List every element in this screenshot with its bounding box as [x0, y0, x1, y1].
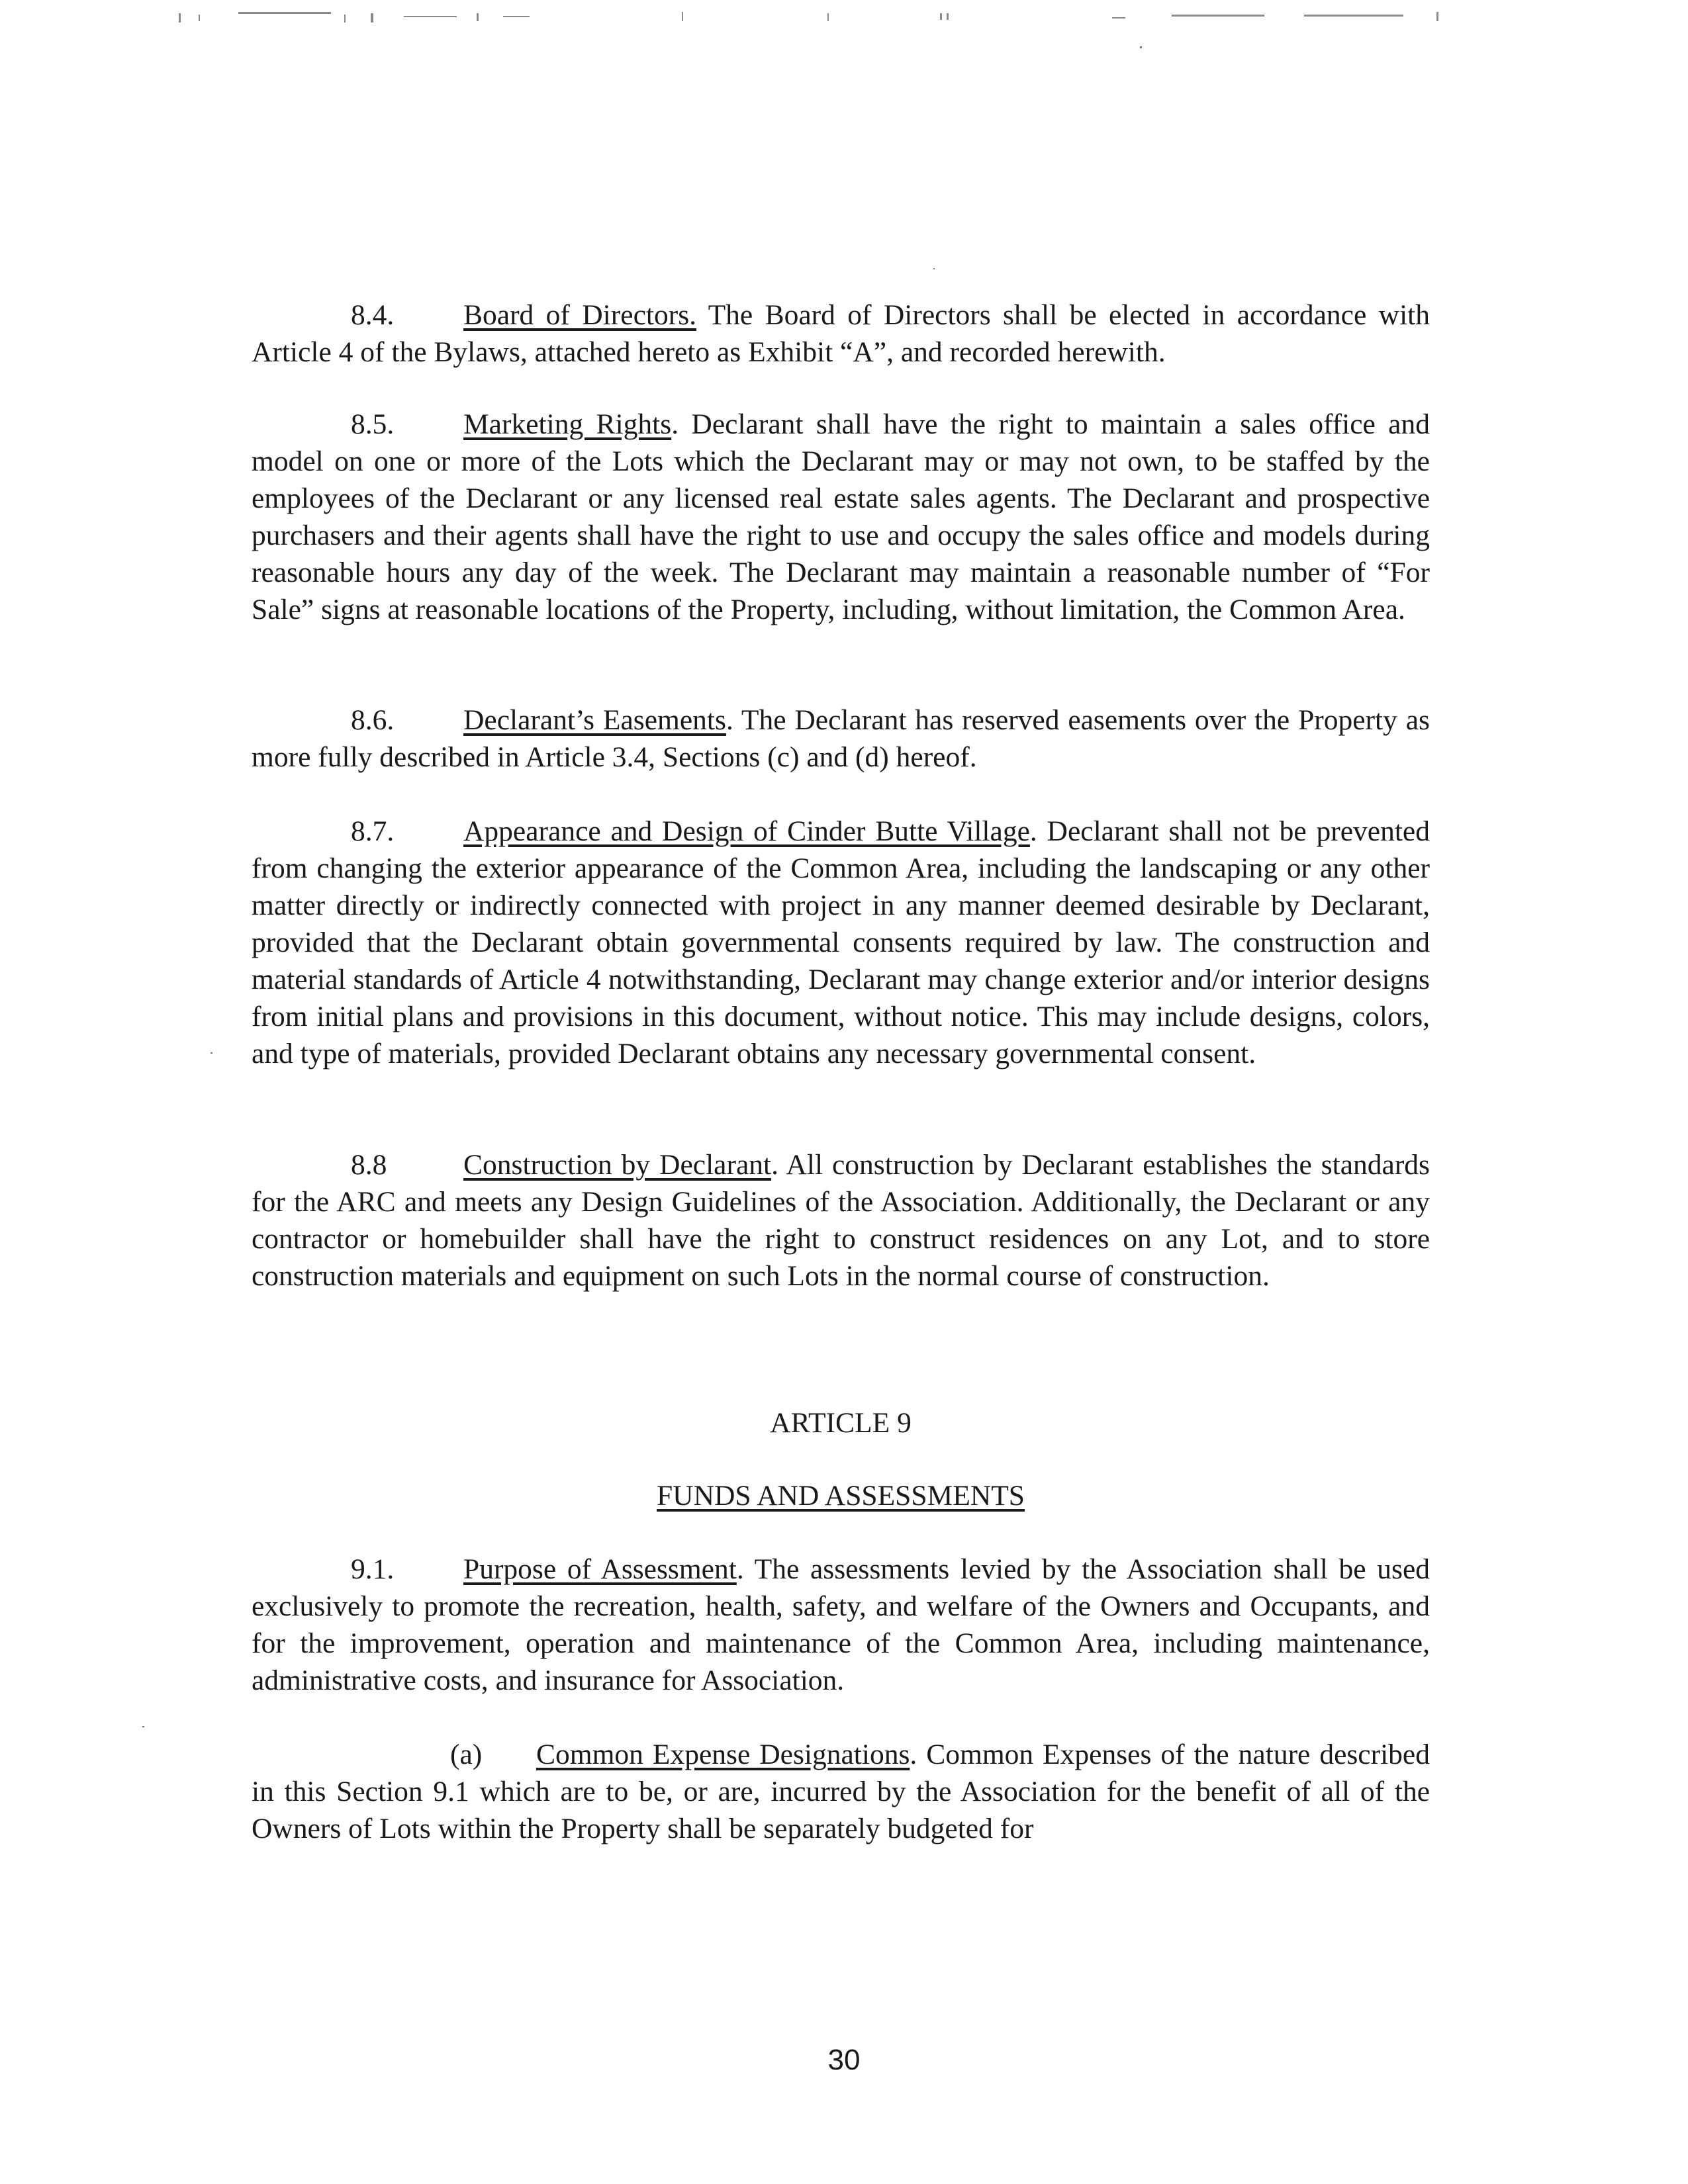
section-heading: Construction by Declarant	[463, 1149, 772, 1181]
section-number: 8.7.	[351, 815, 395, 847]
section-body: . Declarant shall have the right to maintain a sales office and model on one or more of the Lots which the Declarant may or may not own, to be staffed by the employees of the Declarant or any licensed real estate sales agents. The Declarant and prospective purchasers and their agents shall have the right to use and occupy the sales office and models during reasonable hours any day of the week. The Declarant may maintain a reasonable number of “For Sale” signs at reasonable locations of the Property, including, without limitation, the Common Area.	[252, 408, 1430, 625]
section-number: 8.4.	[351, 299, 395, 331]
scan-speck	[933, 268, 935, 269]
page-number: 30	[827, 2044, 861, 2076]
section-number: 8.5.	[351, 408, 395, 440]
section-number: 8.8	[351, 1149, 387, 1181]
section-body: . The assessments levied by the Association shall be used exclusively to promote the recreation, health, safety, and welfare of the Owners and Occupants, and for the improvement, operation and maintenance of the Common Area, including maintenance, administrative costs, and insurance for Association.	[252, 1553, 1430, 1696]
section-9-1-a	[252, 1736, 1430, 1847]
section-8-4	[252, 296, 1430, 371]
section-8-6	[252, 702, 1430, 776]
scan-speck	[1140, 46, 1142, 48]
section-heading: Purpose of Assessment	[463, 1553, 737, 1585]
section-8-7	[252, 813, 1430, 1072]
subsection-number: (a)	[450, 1739, 483, 1770]
subsection-body: . Common Expenses of the nature described in this Section 9.1 which are to be, or are, incurred by the Association for the benefit of all of the Owners of Lots within the Property shall be separately budgeted for	[252, 1739, 1430, 1844]
scan-speck	[142, 1726, 144, 1727]
section-heading: Marketing Rights	[463, 408, 672, 440]
section-number: 8.6.	[351, 704, 395, 736]
scan-speck	[211, 1052, 212, 1054]
section-8-8	[252, 1146, 1430, 1295]
section-8-5	[252, 406, 1430, 628]
section-9-1	[252, 1551, 1430, 1699]
article-title	[252, 1477, 1430, 1514]
article-title-text: FUNDS AND ASSESSMENTS	[656, 1480, 1025, 1512]
section-body: The Board of Directors shall be elected in accordance with Article 4 of the Bylaws, attached hereto as Exhibit “A”, and recorded herewith.	[252, 299, 1430, 368]
scan-artifact-marks	[0, 5, 1688, 32]
section-heading: Declarant’s Easements	[463, 704, 726, 736]
article-label: ARTICLE 9	[770, 1407, 912, 1439]
section-body: . Declarant shall not be prevented from changing the exterior appearance of the Common Area, including the landscaping or any other matter directly or indirectly connected with project in any manner deemed desirable by Declarant, provided that the Declarant obtain governmental consents required by law. The construction and material standards of Article 4 notwithstanding, Declarant may change exterior and/or interior designs from initial plans and provisions in this document, without notice. This may include designs, colors, and type of materials, provided Declarant obtains any necessary governmental consent.	[252, 815, 1430, 1069]
section-body: . The Declarant has reserved easements over the Property as more fully described in Article 3.4, Sections (c) and (d) hereof.	[252, 704, 1430, 773]
section-heading: Appearance and Design of Cinder Butte Village	[463, 815, 1030, 847]
section-body: . All construction by Declarant establishes the standards for the ARC and meets any Design Guidelines of the Association. Additionally, the Declarant or any contractor or homebuilder shall have the right to construct residences on any Lot, and to store construction materials and equipment on such Lots in the normal course of construction.	[252, 1149, 1430, 1292]
section-number: 9.1.	[351, 1553, 395, 1585]
subsection-heading: Common Expense Designations	[536, 1739, 910, 1770]
section-heading: Board of Directors.	[463, 299, 696, 331]
